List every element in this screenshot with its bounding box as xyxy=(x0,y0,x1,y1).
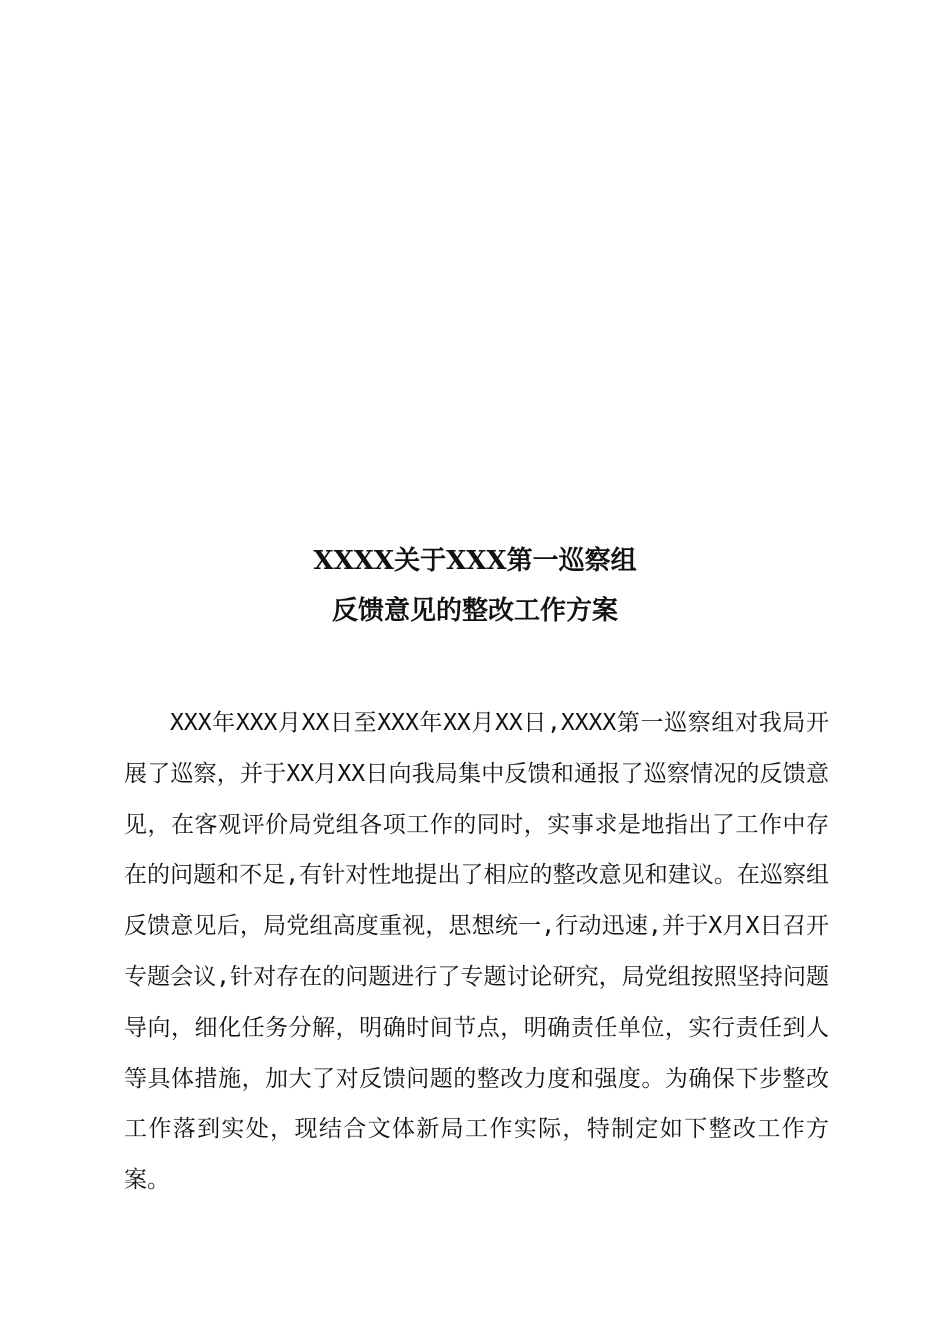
title-line-1: XXXX关于XXX第一巡察组 xyxy=(313,546,637,576)
document-title xyxy=(0,536,950,636)
body-paragraph: XXX年XXX月XX日至XXX年XX月XX日,XXXX第一巡察组对我局开展了巡察，并于XX月XX日向我局集中反馈和通报了巡察情况的反馈意见，在客观评价局党组各项工作的同时，实事求是地指出了工作中存在的问题和不足,有针对性地提出了相应的整改意见和建议。在巡察组反馈意见后，局党组高度重视，思想统一,行动迅速,并于X月X日召开专题会议,针对存在的问题进行了专题讨论研究，局党组按照坚持问题导向，细化任务分解，明确时间节点，明确责任单位，实行责任到人等具体措施，加大了对反馈问题的整改力度和强度。为确保下步整改工作落到实处，现结合文体新局工作实际，特制定如下整改工作方案。 xyxy=(124,710,829,1194)
title-line-2: 反馈意见的整改工作方案 xyxy=(331,596,618,626)
